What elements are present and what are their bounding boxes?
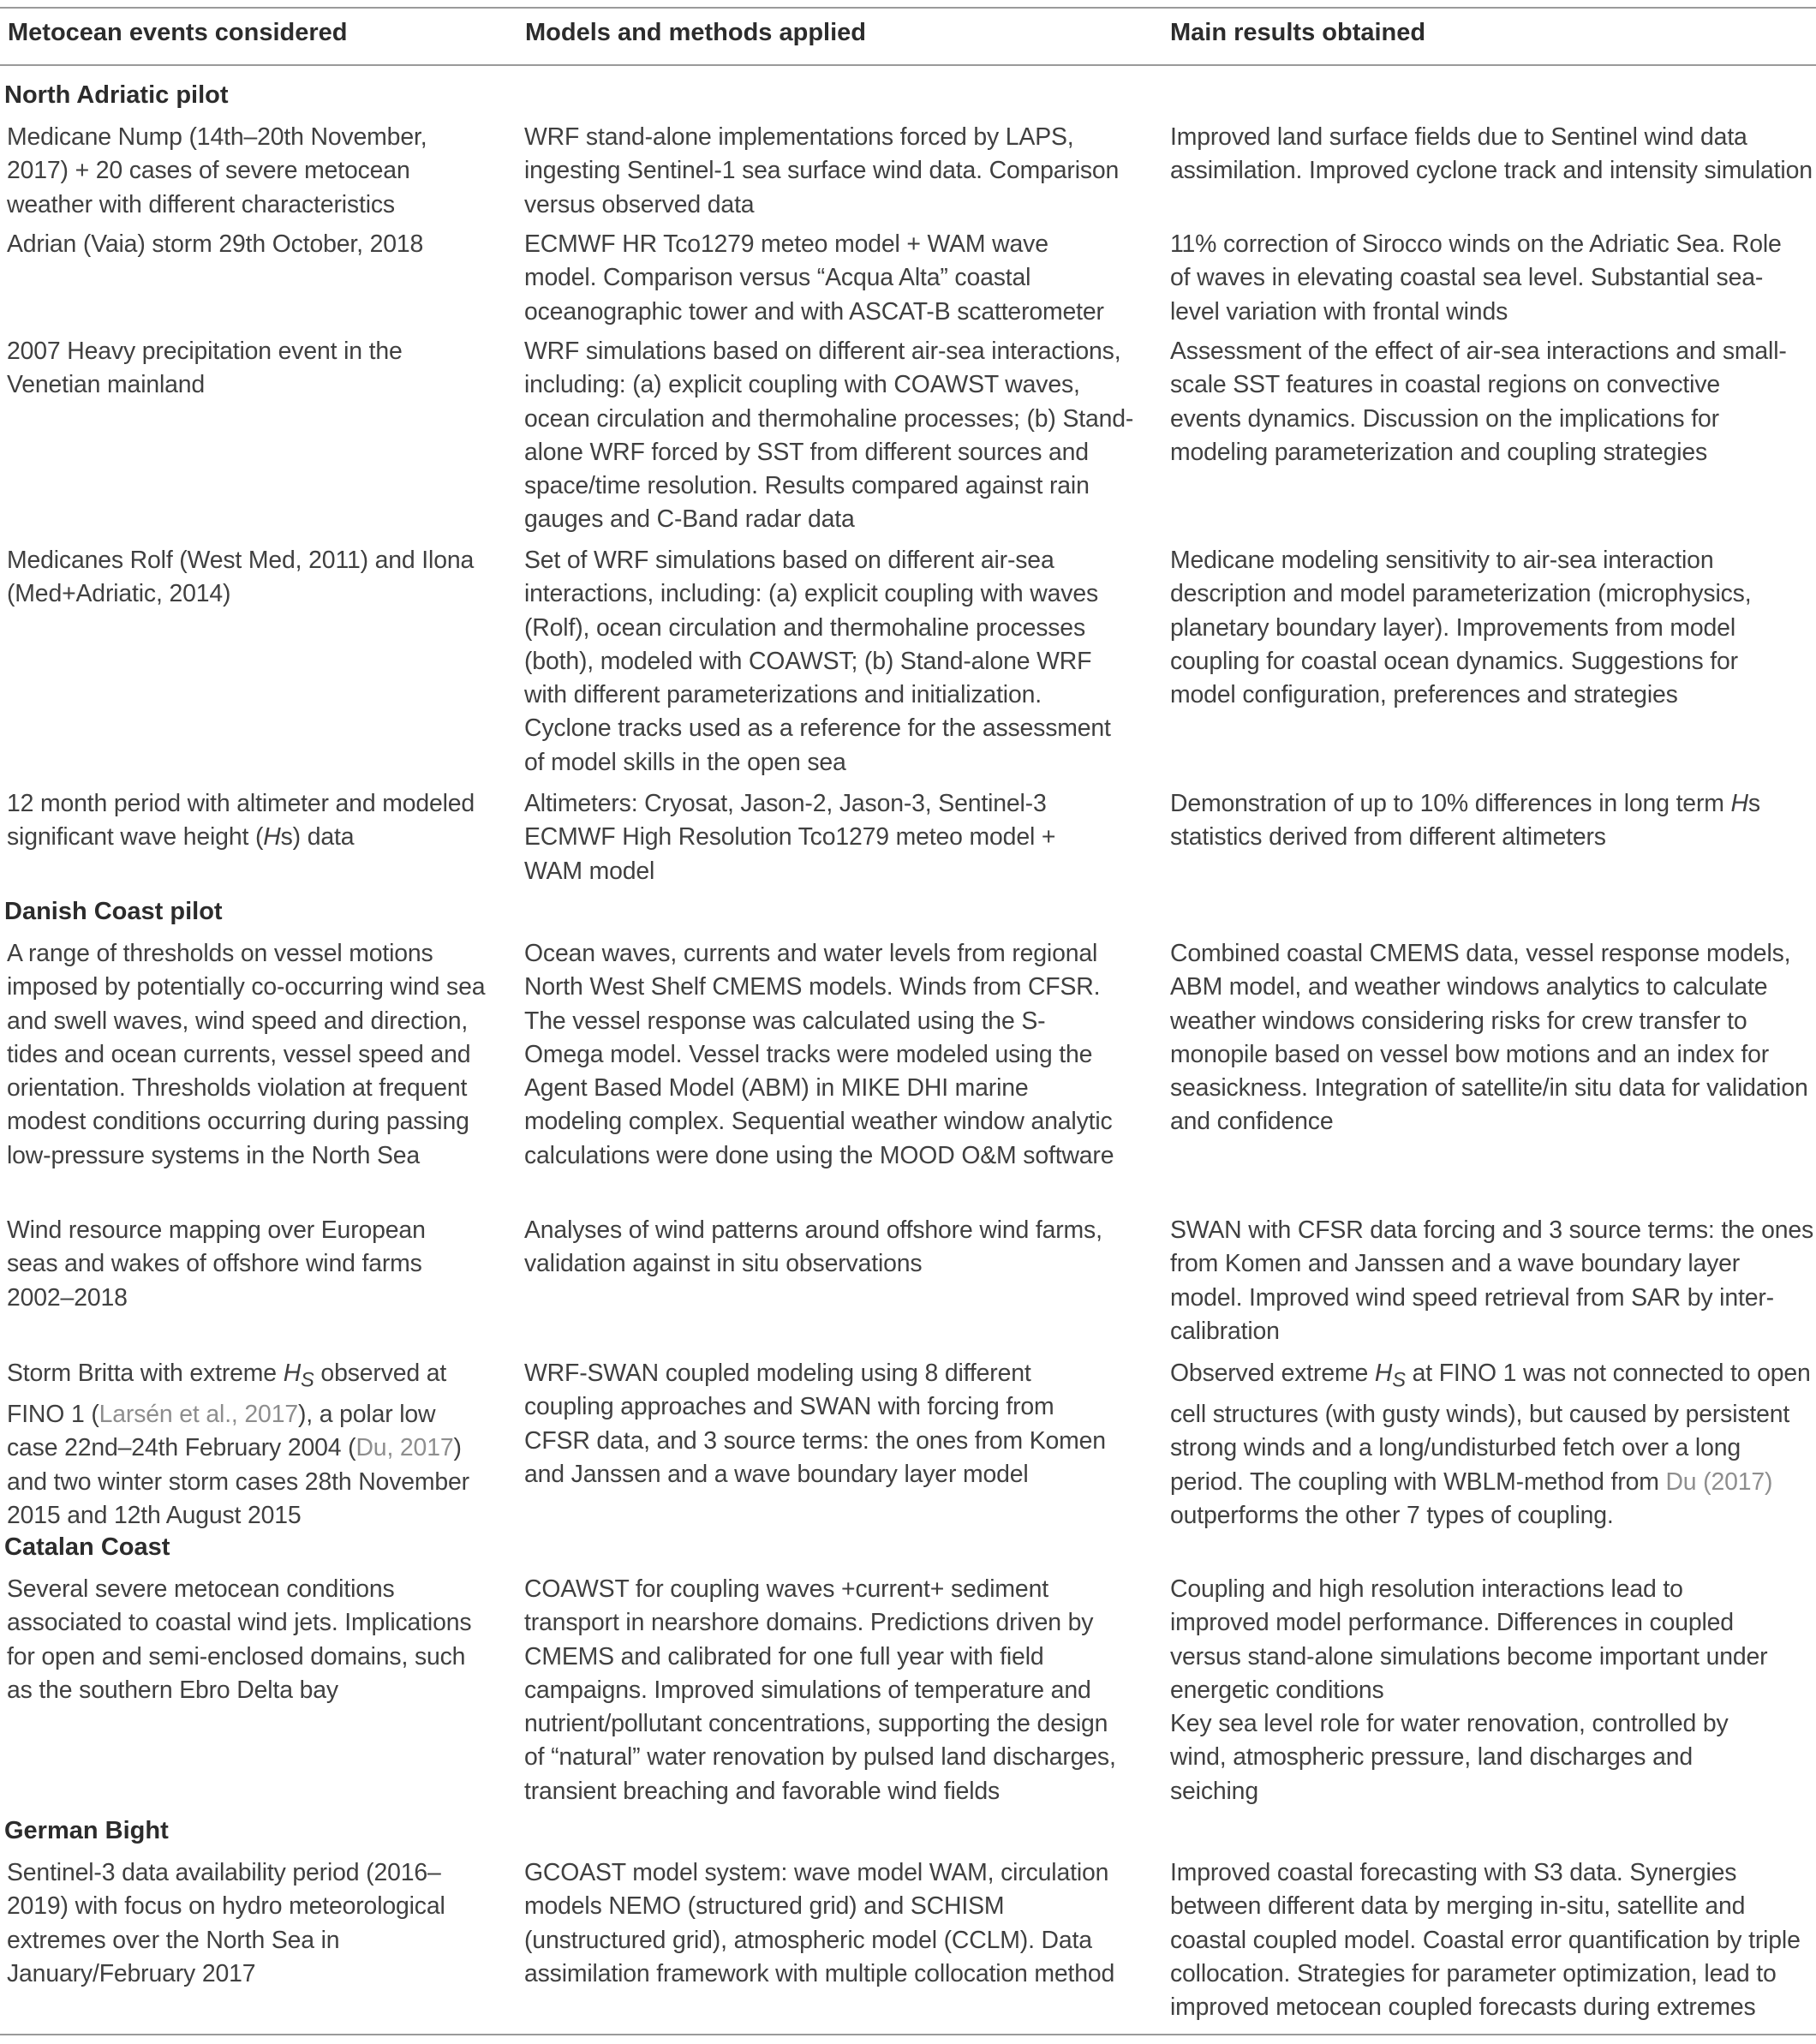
table-header-rule (0, 64, 1816, 66)
row-results: Assessment of the effect of air-sea interactions and small-scale SST features in coastal regions on convective events dynamics. Discussion on the implications for modeling parameterization and coupling strategies (1170, 338, 1787, 466)
table-top-rule (0, 7, 1816, 9)
row-methods: WRF simulations based on different air-sea interactions, including: (a) explicit coupling with COAWST waves, ocean circulation and thermohaline processes; (b) Stand-alone WRF forced by SST from different sources and space/time resolution. Results compared against rain gauges and C-Band radar data (524, 338, 1134, 534)
section-title-german-bight: German Bight (4, 1817, 169, 1844)
row-results-continued: Key sea level role for water renovation, controlled by wind, atmospheric pressure, land discharges and seiching (1170, 1710, 1729, 1805)
row-methods: WRF-SWAN coupled modeling using 8 different coupling approaches and SWAN with forcing from CFSR data, and 3 source terms: the ones from Komen and Janssen and a wave boundary layer model (524, 1360, 1106, 1488)
row-events: Medicanes Rolf (West Med, 2011) and Ilona (Med+Adriatic, 2014) (7, 547, 475, 608)
row-results: 11% correction of Sirocco winds on the Adriatic Sea. Role of waves in elevating coastal sea level. Substantial sea-level variation with frontal winds (1170, 230, 1782, 326)
row-results: Demonstration of up to 10% differences in long term Hs statistics derived from different altimeters (1170, 790, 1760, 852)
row-methods: COAWST for coupling waves +current+ sediment transport in nearshore domains. Predictions driven by CMEMS and calibrated for one full year with field campaigns. Improved simulations of temperature and nutrient/pollutant concentrations, supporting the design of “natural” water renovation by pulsed land discharges, transient breaching and favorable wind fields (524, 1575, 1116, 1805)
row-events: Wind resource mapping over European seas and wakes of offshore wind farms 2002–2018 (7, 1216, 426, 1312)
row-methods: Altimeters: Cryosat, Jason-2, Jason-3, Sentinel-3 ECMWF High Resolution Tco1279 meteo model + WAM model (524, 790, 1056, 885)
citation-link[interactable]: Du, 2017 (355, 1434, 454, 1462)
header-results: Main results obtained (1170, 19, 1426, 46)
citation-link[interactable]: Du (2017) (1665, 1467, 1773, 1496)
row-events: Sentinel-3 data availability period (2016–2019) with focus on hydro meteorological extremes over the North Sea in January/February 2017 (7, 1859, 445, 1987)
row-events: Storm Britta with extreme $H_S$ observed at FINO 1 (Larsén et al., 2017), a polar low case 22nd–24th February 2004 (Du, 2017) and two winter storm cases 28th November 2015 and 12th August 2015 (7, 1360, 469, 1529)
row-results: Observed extreme $H_S$ at FINO 1 was not connected to open cell structures (with gusty winds), but caused by persistent strong winds and a long/undisturbed fetch over a long period. The coupling with WBLM-method from Du (2017) outperforms the other 7 types of coupling. (1170, 1360, 1811, 1529)
row-methods: ECMWF HR Tco1279 meteo model + WAM wave model. Comparison versus “Acqua Alta” coastal oceanographic tower and with ASCAT-B scatterometer (524, 230, 1104, 326)
row-events: A range of thresholds on vessel motions imposed by potentially co-occurring wind sea and swell waves, wind speed and direction, tides and ocean currents, vessel speed and orientation. Thresholds violation at frequent modest conditions occurring during passing low-pressure systems in the North Sea (7, 940, 486, 1169)
header-events: Metocean events considered (8, 19, 348, 46)
row-results: Combined coastal CMEMS data, vessel response models, ABM model, and weather windows analytics to calculate weather windows considering risks for crew transfer to monopile based on vessel bow motions and an index for seasickness. Integration of satellite/in situ data for validation and confidence (1170, 940, 1808, 1136)
table-bottom-rule (0, 2034, 1816, 2035)
section-title-north-adriatic: North Adriatic pilot (4, 81, 229, 109)
row-methods: Set of WRF simulations based on different air-sea interactions, including: (a) explicit coupling with waves (Rolf), ocean circulation and thermohaline processes (both), modeled with COAWST; (b) Stand-alone WRF with different parameterizations and initialization. Cyclone tracks used as a reference for the assessment of model skills in the open sea (524, 547, 1111, 776)
row-events: Adrian (Vaia) storm 29th October, 2018 (7, 230, 424, 258)
row-methods: GCOAST model system: wave model WAM, circulation models NEMO (structured grid) and SCHISM (unstructured grid), atmospheric model (CCLM). Data assimilation framework with multiple collocation method (524, 1859, 1115, 1987)
row-results: Improved land surface fields due to Sentinel wind data assimilation. Improved cyclone track and intensity simulation (1170, 123, 1813, 185)
row-methods: Ocean waves, currents and water levels from regional North West Shelf CMEMS models. Winds from CFSR. The vessel response was calculated using the S-Omega model. Vessel tracks were modeled using the Agent Based Model (ABM) in MIKE DHI marine modeling complex. Sequential weather window analytic calculations were done using the MOOD O&M software (524, 940, 1114, 1169)
row-results: SWAN with CFSR data forcing and 3 source terms: the ones from Komen and Janssen and a wave boundary layer model. Improved wind speed retrieval from SAR by inter-calibration (1170, 1216, 1814, 1345)
row-methods: Analyses of wind patterns around offshore wind farms, validation against in situ observations (524, 1216, 1102, 1278)
row-results: Improved coastal forecasting with S3 data. Synergies between different data by merging in-situ, satellite and coastal coupled model. Coastal error quantification by triple collocation. Strategies for parameter optimization, lead to improved metocean coupled forecasts during extremes (1170, 1859, 1801, 2022)
header-methods: Models and methods applied (525, 19, 866, 46)
row-methods: WRF stand-alone implementations forced by LAPS, ingesting Sentinel-1 sea surface wind data. Comparison versus observed data (524, 123, 1120, 218)
row-events: 2007 Heavy precipitation event in the Venetian mainland (7, 338, 403, 399)
row-events: Medicane Nump (14th–20th November, 2017) + 20 cases of severe metocean weather with different characteristics (7, 123, 427, 218)
section-title-catalan-coast: Catalan Coast (4, 1533, 170, 1561)
row-events: 12 month period with altimeter and modeled significant wave height (Hs) data (7, 790, 475, 852)
section-title-danish-coast: Danish Coast pilot (4, 898, 223, 925)
row-results: Coupling and high resolution interactions lead to improved model performance. Differences in coupled versus stand-alone simulations become important under energetic conditions (1170, 1575, 1768, 1704)
row-events: Several severe metocean conditions associated to coastal wind jets. Implications for open and semi-enclosed domains, such as the southern Ebro Delta bay (7, 1575, 472, 1704)
row-results: Medicane modeling sensitivity to air-sea interaction description and model parameterization (microphysics, planetary boundary layer). Improvements from model coupling for coastal ocean dynamics. Suggestions for model configuration, preferences and strategies (1170, 547, 1752, 709)
citation-link[interactable]: Larsén et al., 2017 (99, 1400, 298, 1428)
